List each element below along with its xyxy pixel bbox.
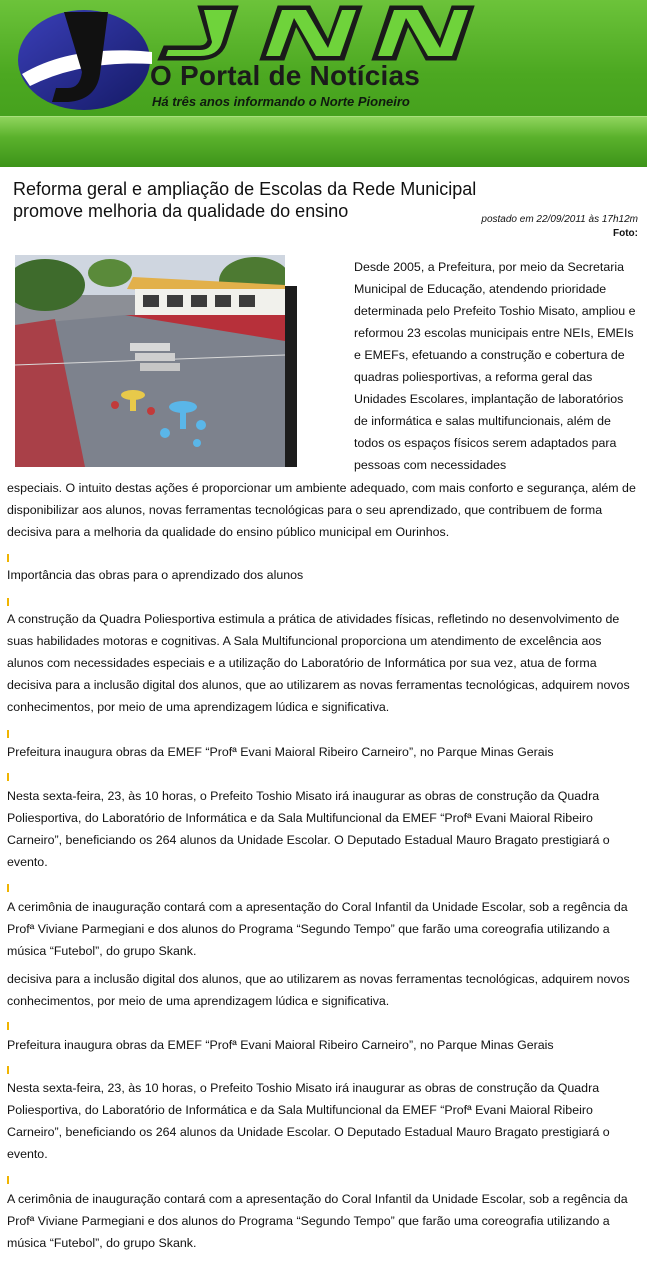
school-court-image	[15, 255, 285, 467]
paragraph-sexta-feira: Nesta sexta-feira, 23, às 10 horas, o Prefeito Toshio Misato irá inaugurar as obras de construção da Quadra Poliesportiva, do Laboratório de Informática e da Sala Multifuncional da EMEF “Profª Evani Maioral Ribeiro Carneiro”, beneficiando os 264 alunos da Unidade Escolar. O Deputado Estadual Mauro Bragato prestigiará o evento.	[7, 789, 610, 869]
paragraph-quadra: A construção da Quadra Poliesportiva estimula a prática de atividades físicas, refletindo no desenvolvimento de suas habilidades motoras e cognitivas. A Sala Multifuncional proporciona um atendimento de excelência aos alunos com necessidades especiais e a utilização do Laboratório de Informática por sua vez, atua de forma decisiva para a inclusão digital dos alunos, que ao utilizarem as novas ferramentas tecnológicas, adquirem novos conhecimentos, por meio de uma aprendizagem lúdica e significativa.	[7, 612, 630, 714]
photo-credit: Foto:	[613, 228, 638, 239]
paragraph-sexta-feira-repeat: Nesta sexta-feira, 23, às 10 horas, o Prefeito Toshio Misato irá inaugurar as obras de construção da Quadra Poliesportiva, do Laboratório de Informática e da Sala Multifuncional da EMEF “Profª Evani Maioral Ribeiro Carneiro”, beneficiando os 264 alunos da Unidade Escolar. O Deputado Estadual Mauro Bragato prestigiará o evento.	[7, 1081, 610, 1161]
intro-paragraph-continuation: especiais. O intuito destas ações é proporcionar um ambiente adequado, com mais conforto e segurança, além de disponibilizar aos alunos, novas ferramentas tecnológicas para o seu aprendizado, que contribuem de forma decisiva para a melhoria da qualidade do ensino público municipal em Ourinhos.	[7, 481, 636, 539]
paragraph-marker	[7, 730, 9, 738]
paragraph-marker	[7, 554, 9, 562]
intro-paragraph-side: Desde 2005, a Prefeitura, por meio da Secretaria Municipal de Educação, atendendo prioridade determinada pelo Prefeito Toshio Misato, ampliou e reformou 23 escolas municipais entre NEIs, EMEIs e EMEFs, efetuando a construção e cobertura de quadras poliesportivas, a reforma geral das Unidades Escolares, implantação de laboratórios de informática e salas multifuncionais, além de todos os espaços físicos serem adaptados para pessoas com necessidades	[354, 260, 636, 472]
paragraph-marker	[7, 1176, 9, 1184]
headline-line-1: Reforma geral e ampliação de Escolas da Rede Municipal	[13, 179, 477, 199]
posted-date: postado em 22/09/2011 às 17h12m	[481, 214, 638, 225]
paragraph-inclusao-repeat: decisiva para a inclusão digital dos alunos, que ao utilizarem as novas ferramentas tecnológicas, adquirem novos conhecimentos, por meio de uma aprendizagem lúdica e significativa.	[7, 972, 630, 1008]
paragraph-cerimonia: A cerimônia de inauguração contará com a apresentação do Coral Infantil da Unidade Escolar, sob a regência da Profª Viviane Parmegiani e dos alunos do Programa “Segundo Tempo” que farão uma coreografia utilizando a música “Futebol”, do grupo Skank.	[7, 900, 628, 958]
jnn-wordmark-icon	[140, 0, 490, 64]
article-headline	[13, 178, 513, 222]
subheading-inaugura: Prefeitura inaugura obras da EMEF “Profª Evani Maioral Ribeiro Carneiro”, no Parque Minas Gerais	[7, 745, 554, 759]
header-nav-bar	[0, 116, 647, 167]
paragraph-marker	[7, 598, 9, 606]
paragraph-marker	[7, 773, 9, 781]
paragraph-marker	[7, 1022, 9, 1030]
site-header	[0, 0, 647, 166]
portal-subtitle: Há três anos informando o Norte Pioneiro	[152, 94, 410, 109]
subheading-inaugura-repeat: Prefeitura inaugura obras da EMEF “Profª Evani Maioral Ribeiro Carneiro”, no Parque Minas Gerais	[7, 1038, 554, 1052]
paragraph-marker	[7, 1066, 9, 1074]
portal-title: O Portal de Notícias	[150, 60, 421, 91]
subheading-importancia: Importância das obras para o aprendizado dos alunos	[7, 568, 304, 582]
headline-line-2: promove melhoria da qualidade do ensino	[13, 201, 349, 221]
paragraph-cerimonia-repeat: A cerimônia de inauguração contará com a apresentação do Coral Infantil da Unidade Escolar, sob a regência da Profª Viviane Parmegiani e dos alunos do Programa “Segundo Tempo” que farão uma coreografia utilizando a música “Futebol”, do grupo Skank.	[7, 1192, 628, 1250]
article-photo	[15, 255, 285, 467]
photo-shadow-strip	[285, 286, 297, 467]
paragraph-marker	[7, 884, 9, 892]
